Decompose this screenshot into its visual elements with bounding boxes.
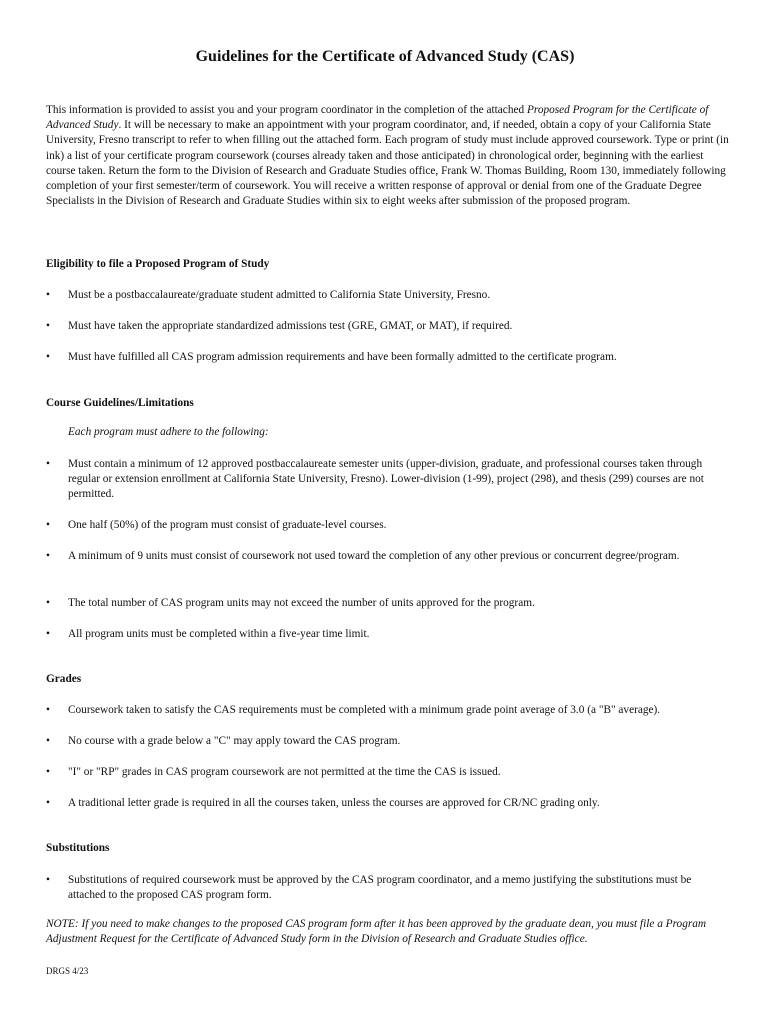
- list-item: • Must have taken the appropriate standardized admissions test (GRE, GMAT, or MAT), if required.: [46, 319, 730, 334]
- note-paragraph: NOTE: If you need to make changes to the proposed CAS program form after it has been approved by the graduate dean, you must file a Program Adjustment Request for the Certificate of Advanced Study form in the Division of Research and Graduate Studies office.: [46, 918, 707, 946]
- bullet-icon: •: [46, 289, 50, 301]
- list-item: • The total number of CAS program units may not exceed the number of units approved for the program.: [46, 596, 730, 611]
- list-item: • All program units must be completed within a five-year time limit.: [46, 627, 730, 642]
- bullet-icon: •: [46, 519, 50, 531]
- list-item: • No course with a grade below a "C" may apply toward the CAS program.: [46, 734, 730, 749]
- list-item: • "I" or "RP" grades in CAS program coursework are not permitted at the time the CAS is issued.: [46, 765, 730, 780]
- intro-paragraph: [46, 103, 730, 209]
- list-item: • Must contain a minimum of 12 approved postbaccalaureate semester units (upper-division, graduate, and professional courses taken through regular or extension enrollment at California State University, Fresno). Lower-division (1-99), project (298), and thesis (299) courses are not permitted.: [46, 458, 704, 501]
- bullet-icon: •: [46, 351, 50, 363]
- heading-course-guidelines: Course Guidelines/Limitations: [46, 397, 194, 409]
- list-item: • A minimum of 9 units must consist of coursework not used toward the completion of any other previous or concurrent degree/program.: [46, 549, 730, 564]
- bullet-icon: •: [46, 458, 50, 470]
- bullet-icon: •: [46, 628, 50, 640]
- list-item: • A traditional letter grade is required in all the courses taken, unless the courses are approved for CR/NC grading only.: [46, 796, 730, 811]
- list-item: • One half (50%) of the program must consist of graduate-level courses.: [46, 518, 730, 533]
- list-item: • Must have fulfilled all CAS program admission requirements and have been formally admitted to the certificate program.: [46, 350, 730, 365]
- heading-grades: Grades: [46, 673, 82, 685]
- bullet-icon: •: [46, 797, 50, 809]
- bullet-icon: •: [46, 735, 50, 747]
- form-code: DRGS 4/23: [46, 966, 89, 976]
- bullet-icon: •: [46, 766, 50, 778]
- bullet-icon: •: [46, 320, 50, 332]
- bullet-icon: •: [46, 597, 50, 609]
- heading-eligibility: Eligibility to file a Proposed Program of Study: [46, 258, 270, 270]
- subheading-course-guidelines: Each program must adhere to the following:: [68, 426, 269, 438]
- list-item: • Must be a postbaccalaureate/graduate student admitted to California State University, Fresno.: [46, 288, 730, 303]
- intro-form-name: Proposed Program for the Certificate of Advanced Study: [46, 104, 709, 132]
- document-title: Guidelines for the Certificate of Advanced Study (CAS): [195, 48, 575, 65]
- intro-text-start: This information is provided to assist you and your program coordinator in the completion of the attached: [46, 104, 527, 116]
- intro-text-end: . It will be necessary to make an appointment with your program coordinator, and, if needed, obtain a copy of your California State University, Fresno transcript to refer to when filling out the attached form. Each program of study must include approved coursework. Type or print (in ink) a list of your certificate program coursework (courses already taken and those anticipated) in chronological order, beginning with the earliest course taken. Return the form to the Division of Research and Graduate Studies office, Frank W. Thomas Building, Room 130, immediately following completion of your first semester/term of coursework. You will receive a written response of approval or denial from one of the Graduate Degree Specialists in the Division of Research and Graduate Studies within six to eight weeks after submission of the proposed program.: [46, 119, 729, 208]
- bullet-icon: •: [46, 874, 50, 886]
- list-item: • Substitutions of required coursework must be approved by the CAS program coordinator, and a memo justifying the substitutions must be attached to the proposed CAS program form.: [46, 874, 692, 902]
- bullet-icon: •: [46, 704, 50, 716]
- bullet-icon: •: [46, 550, 50, 562]
- heading-substitutions: Substitutions: [46, 842, 110, 854]
- list-item: • Coursework taken to satisfy the CAS requirements must be completed with a minimum grade point average of 3.0 (a "B" average).: [46, 703, 730, 718]
